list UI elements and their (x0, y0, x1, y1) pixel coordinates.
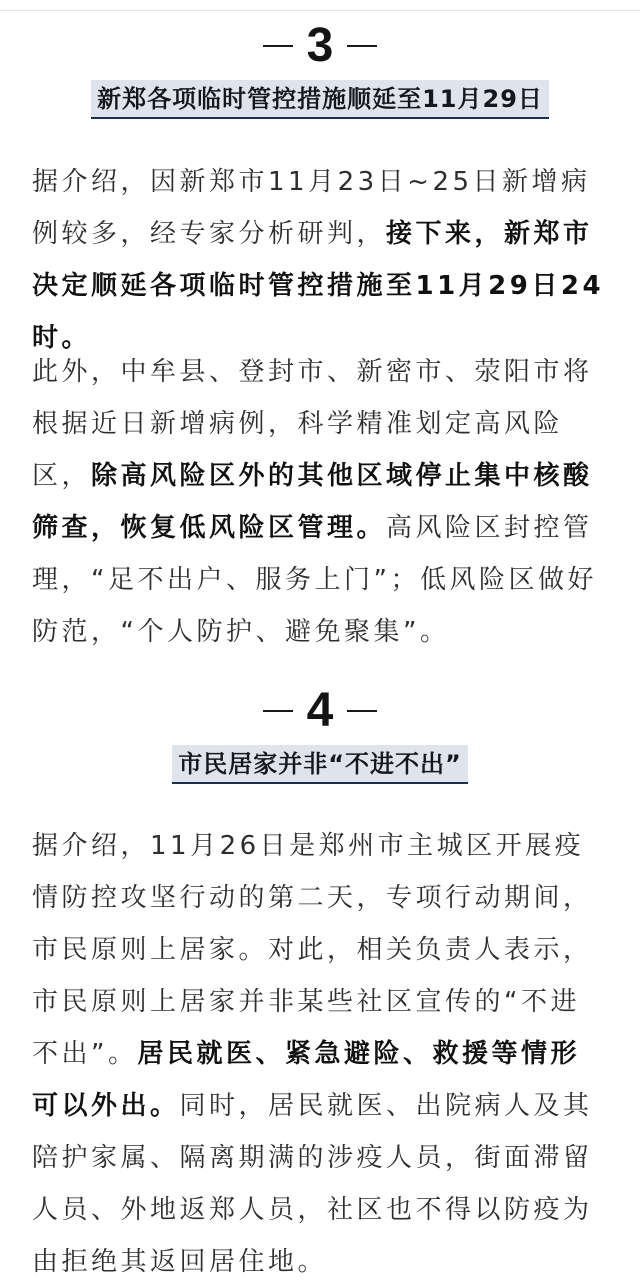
section-4-header (0, 685, 640, 784)
paragraph-1-text: 据介绍，因新郑市11月23日~25日新增病例较多，经专家分析研判， (32, 167, 591, 249)
section-3-header (0, 20, 640, 119)
section-3-title: 新郑各项临时管控措施顺延至11月29日 (91, 80, 549, 119)
paragraph-2-text-a: 此外，中牟县、登封市、新密市、荥阳市将根据近日新增病例，科学精准划定高风险区， (32, 357, 593, 491)
paragraph-3-text-a: 据介绍，11月26日是郑州市主城区开展疫情防控攻坚行动的第二天，专项行动期间，市民原则上居家。对此，相关负责人表示，市民原则上居家并非某些社区宣传的“不进不出”。 (32, 831, 593, 1069)
paragraph-3-bold: 居民就医、紧急避险、救援等情形可以外出。 (32, 1039, 580, 1121)
section-4-title: 市民居家并非“不进不出” (172, 745, 468, 784)
right-dash (347, 710, 377, 712)
left-dash (263, 45, 293, 47)
left-dash (263, 710, 293, 712)
section-4-number-row (0, 685, 640, 737)
paragraph-1 (32, 156, 608, 364)
paragraph-3-text-b: 同时，居民就医、出院病人及其陪护家属、隔离期满的涉疫人员，街面滞留人员、外地返郑人员，社区也不得以防疫为由拒绝其返回居住地。 (32, 1091, 593, 1277)
paragraph-2-text-b: 高风险区封控管理，“足不出户、服务上门”；低风险区做好防范，“个人防护、避免聚集”。 (32, 513, 597, 647)
right-dash (347, 45, 377, 47)
paragraph-3 (32, 820, 608, 1288)
paragraph-2 (32, 346, 608, 658)
paragraph-2-bold: 除高风险区外的其他区域停止集中核酸筛查，恢复低风险区管理。 (32, 461, 593, 543)
top-divider (0, 10, 640, 11)
section-3-number-row (0, 20, 640, 72)
section-4-number: 4 (306, 684, 334, 737)
section-3-number: 3 (306, 19, 334, 72)
paragraph-1-bold: 接下来，新郑市决定顺延各项临时管控措施至11月29日24时。 (32, 219, 605, 353)
